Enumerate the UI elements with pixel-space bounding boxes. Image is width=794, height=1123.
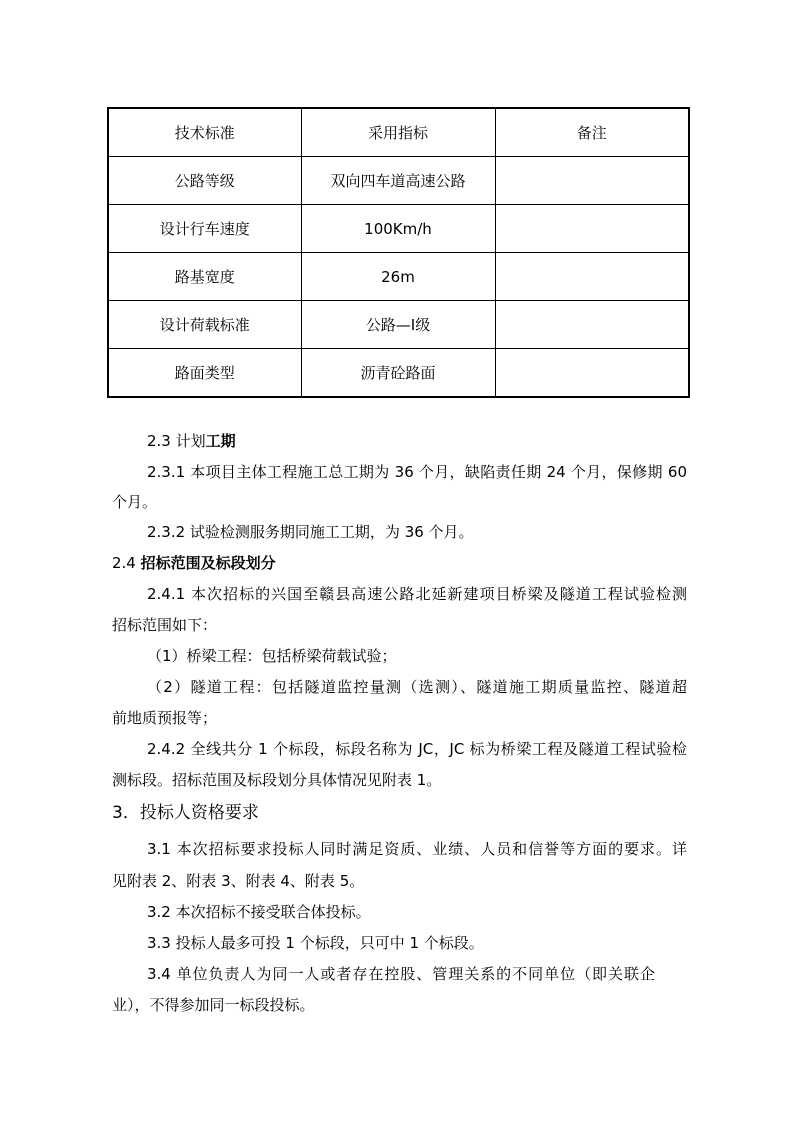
table-cell [495,205,689,253]
table-row [108,253,689,301]
table-cell: 100Km/h [301,205,495,253]
paragraph-3-3: 3.3 投标人最多可投 1 个标段，只可中 1 个标段。 [147,934,484,952]
table-cell: 设计行车速度 [108,205,301,253]
table-header-cell: 备注 [495,108,689,157]
paragraph-2-4-2-line-2: 测标段。招标范围及标段划分具体情况见附表 1。 [112,771,442,789]
table-cell: 路面类型 [108,349,301,398]
table-row [108,301,689,349]
paragraph-3-1-line-2: 见附表 2、附表 3、附表 4、附表 5。 [112,872,365,890]
section-2-3-heading: 2.3 计划工期 [147,432,236,450]
table-cell [495,349,689,398]
table-cell: 路基宽度 [108,253,301,301]
paragraph-2-4-1-line-1: 2.4.1 本次招标的兴国至赣县高速公路北延新建项目桥梁及隧道工程试验检测 [147,585,687,603]
section-2-4-heading: 2.4 招标范围及标段划分 [112,554,276,572]
paragraph-3-2: 3.2 本次招标不接受联合体投标。 [147,903,371,921]
paragraph-2-3-1-line-2: 个月。 [112,493,158,511]
paragraph-3-4-line-2: 业），不得参加同一标段投标。 [112,996,315,1014]
table-cell: 公路等级 [108,157,301,205]
technical-standards-table [107,107,690,398]
table-cell: 公路—Ⅰ级 [301,301,495,349]
table-row [108,205,689,253]
section-3-heading: 3．投标人资格要求 [112,803,259,823]
table-cell: 沥青砼路面 [301,349,495,398]
paragraph-2-4-1-line-2: 招标范围如下： [112,616,218,634]
paragraph-2-4-2-line-1: 2.4.2 全线共分 1 个标段，标段名称为 JC，JC 标为桥梁工程及隧道工程试验检 [147,740,687,758]
paragraph-2-3-2: 2.3.2 试验检测服务期同施工工期，为 36 个月。 [147,523,474,541]
table-header-row [108,108,689,157]
list-item-tunnel-line-2: 前地质预报等； [112,709,218,727]
table-cell: 双向四车道高速公路 [301,157,495,205]
table-cell [495,301,689,349]
table-cell [495,157,689,205]
table-row [108,157,689,205]
paragraph-3-1-line-1: 3.1 本次招标要求投标人同时满足资质、业绩、人员和信誉等方面的要求。详 [147,840,687,858]
table-header-cell: 采用指标 [301,108,495,157]
paragraph-3-4-line-1: 3.4 单位负责人为同一人或者存在控股、管理关系的不同单位（即关联企 [147,965,655,983]
table-cell: 26m [301,253,495,301]
list-item-bridge: （1）桥梁工程：包括桥梁荷载试验； [147,647,397,665]
table-cell [495,253,689,301]
table-row [108,349,689,398]
list-item-tunnel-line-1: （2）隧道工程：包括隧道监控量测（选测）、隧道施工期质量监控、隧道超 [147,678,687,696]
table-cell: 设计荷载标准 [108,301,301,349]
paragraph-2-3-1-line-1: 2.3.1 本项目主体工程施工总工期为 36 个月，缺陷责任期 24 个月，保修期 60 [147,463,687,481]
table-header-cell: 技术标准 [108,108,301,157]
